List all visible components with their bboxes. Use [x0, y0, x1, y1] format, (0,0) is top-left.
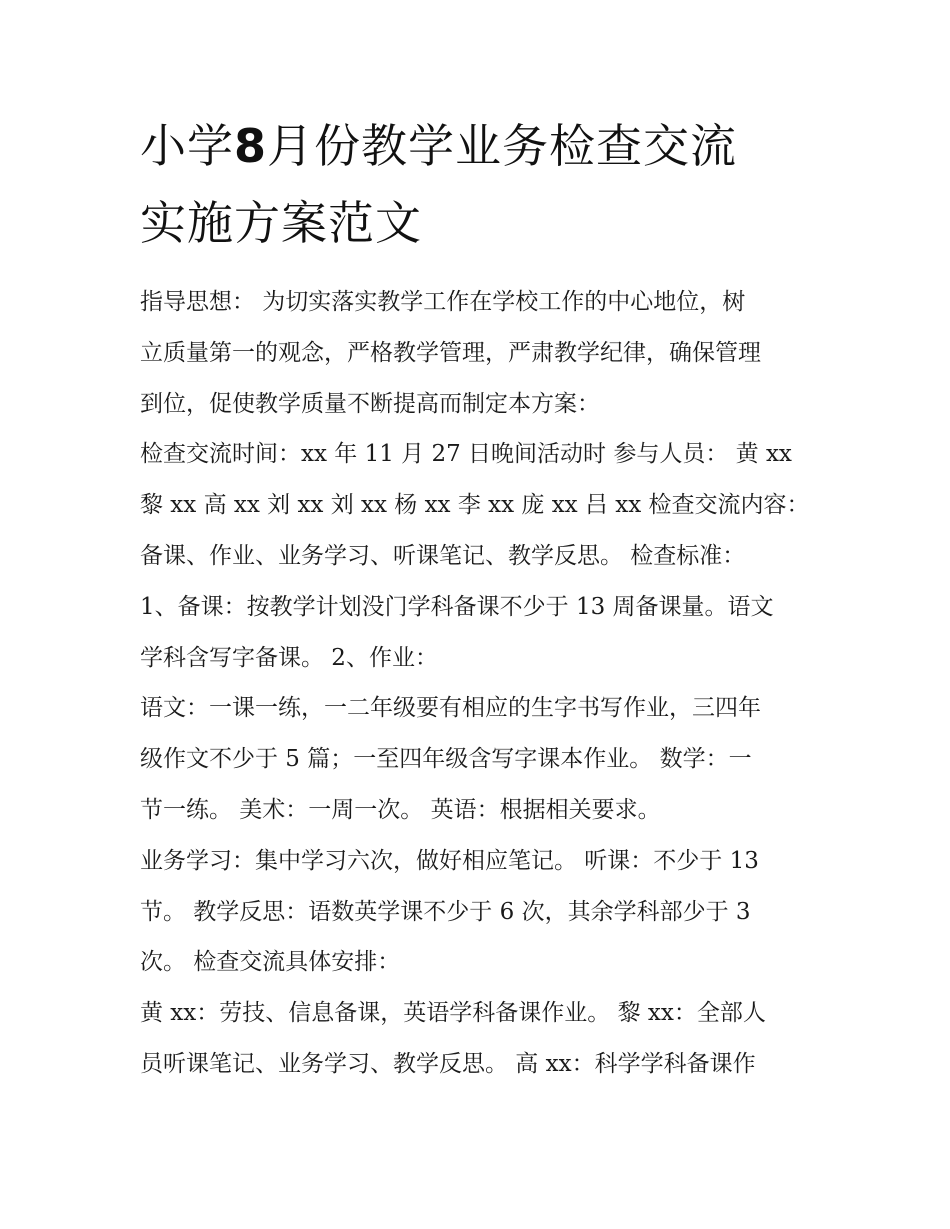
text-line: 语文：一课一练，一二年级要有相应的生字书写作业，三四年 — [140, 695, 761, 722]
text-line: 检查交流时间：xx 年 11 月 27 日晚间活动时 参与人员： 黄 xx — [140, 441, 792, 468]
title-text-start: 小学 — [140, 119, 234, 173]
text-line: 级作文不少于 5 篇；一至四年级含写字课本作业。 数学：一 — [140, 746, 752, 773]
text-line: 节一练。 美术：一周一次。 英语：根据相关要求。 — [140, 796, 661, 823]
title-text-end: 月份教学业务检查交流 — [267, 119, 738, 173]
text-line: 员听课笔记、业务学习、教学反思。 高 xx：科学学科备课作 — [140, 1050, 756, 1077]
text-line: 次。 检查交流具体安排： — [140, 949, 401, 976]
text-line: 黄 xx：劳技、信息备课，英语学科备课作业。 黎 xx：全部人 — [140, 1000, 766, 1027]
text-line: 到位，促使教学质量不断提高而制定本方案： — [140, 390, 600, 417]
document-title — [140, 108, 820, 262]
text-line: 备课、作业、业务学习、听课笔记、教学反思。 检查标准： — [140, 542, 746, 569]
title-line-2: 实施方案范文 — [140, 196, 422, 250]
text-line: 业务学习：集中学习六次，做好相应笔记。 听课：不少于 13 — [140, 847, 759, 874]
title-month-number: 8 — [234, 119, 268, 173]
text-line: 黎 xx 高 xx 刘 xx 刘 xx 杨 xx 李 xx 庞 xx 吕 xx 检查交流内容： — [140, 492, 810, 519]
text-line: 立质量第一的观念，严格教学管理，严肃教学纪律，确保管理 — [140, 339, 761, 366]
text-line: 指导思想： 为切实落实教学工作在学校工作的中心地位，树 — [140, 289, 746, 315]
text-line: 1、备课：按教学计划没门学科备课不少于 13 周备课量。语文 — [140, 593, 774, 620]
document-body — [140, 277, 820, 1090]
text-line: 学科含写字备课。 2、作业： — [140, 644, 438, 671]
text-line: 节。 教学反思：语数英学课不少于 6 次，其余学科部少于 3 — [140, 898, 751, 925]
